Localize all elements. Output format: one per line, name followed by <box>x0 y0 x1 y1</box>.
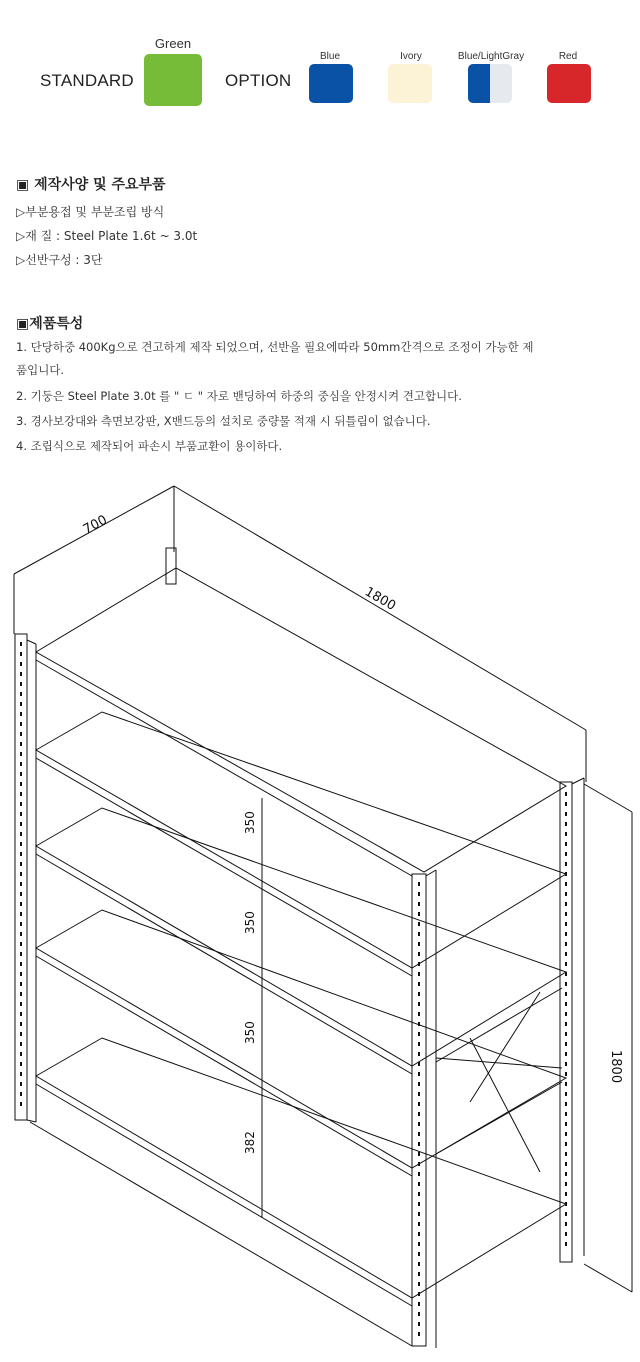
post-hole <box>20 1072 22 1076</box>
post-hole <box>418 1212 420 1216</box>
post-hole <box>418 1112 420 1116</box>
post-hole <box>418 1332 420 1336</box>
post-hole <box>20 722 22 726</box>
post-hole <box>565 1182 567 1186</box>
post-hole <box>20 912 22 916</box>
post-hole <box>418 1082 420 1086</box>
option-label: OPTION <box>225 71 292 90</box>
post-hole <box>418 922 420 926</box>
post-hole <box>20 932 22 936</box>
post-hole <box>418 942 420 946</box>
height-label: 1800 <box>608 1050 623 1084</box>
post-hole <box>565 852 567 856</box>
post-hole <box>418 1232 420 1236</box>
post-hole <box>418 1202 420 1206</box>
post-hole <box>20 862 22 866</box>
post-hole <box>418 1102 420 1106</box>
swatch-ivory-name: Ivory <box>400 51 422 62</box>
post-hole <box>20 852 22 856</box>
post-hole <box>20 962 22 966</box>
post-hole <box>565 892 567 896</box>
depth-dimension <box>14 486 174 634</box>
swatch-red-name: Red <box>558 51 578 62</box>
swatch-blue <box>309 64 353 103</box>
post-hole <box>20 752 22 756</box>
post-hole <box>565 1022 567 1026</box>
swatch-blue-lightgray <box>468 64 512 103</box>
feature-line-1: 1. 단당하중 400Kg으로 견고하게 제작 되었으며, 선반을 필요에따라 50mm간격으로 조정이 가능한 제 <box>16 340 534 354</box>
post-hole <box>418 932 420 936</box>
post-hole <box>20 772 22 776</box>
post-hole <box>20 982 22 986</box>
post-hole <box>418 962 420 966</box>
feature-line-3: 3. 경사보강대와 측면보강판, X밴드등의 설치로 중량물 적재 시 뒤틀림이 없습니다. <box>16 414 431 428</box>
post-hole <box>20 992 22 996</box>
swatch-green <box>144 54 202 106</box>
post-hole <box>565 1172 567 1176</box>
swatch-green-name: Green <box>154 36 192 51</box>
spec-title: ▣ 제작사양 및 주요부품 <box>16 177 166 193</box>
post-hole <box>20 842 22 846</box>
post-hole <box>418 1282 420 1286</box>
post-hole <box>565 1102 567 1106</box>
post-hole <box>418 1142 420 1146</box>
post-hole <box>418 1022 420 1026</box>
gap-label-1: 350 <box>243 811 257 834</box>
post-hole <box>20 742 22 746</box>
post-holes <box>20 642 567 1336</box>
feature-line-4: 4. 조립식으로 제작되어 파손시 부품교환이 용이하다. <box>16 439 283 453</box>
post-hole <box>20 692 22 696</box>
post-hole <box>565 1232 567 1236</box>
swatch-red <box>547 64 591 103</box>
post-hole <box>565 992 567 996</box>
post-hole <box>20 832 22 836</box>
post-hole <box>418 1042 420 1046</box>
post-hole <box>418 1292 420 1296</box>
post-hole <box>418 1092 420 1096</box>
post-hole <box>20 1092 22 1096</box>
post-hole <box>418 1072 420 1076</box>
height-dimension <box>584 784 632 1292</box>
post-hole <box>418 982 420 986</box>
feature-line-1-cont: 품입니다. <box>16 363 65 377</box>
post-hole <box>565 792 567 796</box>
post-hole <box>565 832 567 836</box>
post-hole <box>20 822 22 826</box>
post-hole <box>418 1302 420 1306</box>
post-hole <box>20 712 22 716</box>
post-hole <box>565 1092 567 1096</box>
shelf-drawing <box>0 482 640 1362</box>
post-hole <box>565 812 567 816</box>
shelf-levels <box>30 712 566 1346</box>
post-hole <box>20 872 22 876</box>
post-hole <box>418 1272 420 1276</box>
post-hole <box>418 902 420 906</box>
gap-label-4: 382 <box>243 1131 257 1154</box>
post-hole <box>418 1222 420 1226</box>
post-hole <box>565 882 567 886</box>
front-right-post <box>412 870 436 1348</box>
features-title: ▣제품특성 <box>16 316 84 332</box>
post-hole <box>20 902 22 906</box>
post-hole <box>565 1112 567 1116</box>
post-hole <box>20 782 22 786</box>
post-hole <box>418 1122 420 1126</box>
post-hole <box>565 1052 567 1056</box>
rear-left-post <box>166 548 176 584</box>
post-hole <box>565 1002 567 1006</box>
post-hole <box>418 1182 420 1186</box>
post-hole <box>20 732 22 736</box>
post-hole <box>565 932 567 936</box>
post-hole <box>20 762 22 766</box>
post-hole <box>20 1052 22 1056</box>
post-hole <box>565 1032 567 1036</box>
width-label: 1800 <box>362 584 399 615</box>
post-hole <box>418 972 420 976</box>
post-hole <box>565 1212 567 1216</box>
post-hole <box>20 642 22 646</box>
post-hole <box>565 1042 567 1046</box>
side-x-brace <box>436 988 562 1172</box>
post-hole <box>565 972 567 976</box>
post-hole <box>565 1152 567 1156</box>
post-hole <box>20 792 22 796</box>
post-hole <box>20 952 22 956</box>
post-hole <box>565 1222 567 1226</box>
post-hole <box>20 882 22 886</box>
post-hole <box>20 702 22 706</box>
top-shelf <box>36 568 566 876</box>
depth-label: 700 <box>80 512 110 538</box>
post-hole <box>565 902 567 906</box>
swatch-blue-half <box>468 64 490 103</box>
post-hole <box>565 922 567 926</box>
post-hole <box>20 662 22 666</box>
post-hole <box>565 872 567 876</box>
post-hole <box>418 1162 420 1166</box>
post-hole <box>565 1162 567 1166</box>
post-hole <box>20 1002 22 1006</box>
swatch-blue-name: Blue <box>319 51 340 62</box>
gap-label-2: 350 <box>243 911 257 934</box>
post-hole <box>418 1242 420 1246</box>
post-hole <box>418 1002 420 1006</box>
post-hole <box>20 1062 22 1066</box>
post-hole <box>20 682 22 686</box>
post-hole <box>418 1172 420 1176</box>
post-hole <box>20 1102 22 1106</box>
post-hole <box>20 802 22 806</box>
post-hole <box>565 1132 567 1136</box>
post-hole <box>565 982 567 986</box>
post-hole <box>20 1022 22 1026</box>
front-left-post <box>15 634 36 1122</box>
post-hole <box>565 1082 567 1086</box>
post-hole <box>418 992 420 996</box>
post-hole <box>565 1012 567 1016</box>
post-hole <box>418 1052 420 1056</box>
post-hole <box>418 892 420 896</box>
post-hole <box>565 942 567 946</box>
post-hole <box>565 1142 567 1146</box>
post-hole <box>565 1242 567 1246</box>
post-hole <box>418 1062 420 1066</box>
post-hole <box>565 1202 567 1206</box>
post-hole <box>565 1192 567 1196</box>
post-hole <box>565 1062 567 1066</box>
gap-label-3: 350 <box>243 1021 257 1044</box>
post-hole <box>20 972 22 976</box>
post-hole <box>20 892 22 896</box>
swatch-blue-lightgray-name: Blue/LightGray <box>457 51 525 62</box>
post-hole <box>418 1032 420 1036</box>
post-hole <box>20 1032 22 1036</box>
post-hole <box>418 912 420 916</box>
post-hole <box>418 1312 420 1316</box>
rear-right-post <box>560 778 584 1262</box>
spec-line-shelves: ▷선반구성 : 3단 <box>16 253 103 267</box>
post-hole <box>565 1072 567 1076</box>
post-hole <box>20 922 22 926</box>
post-hole <box>565 952 567 956</box>
width-dimension <box>174 486 586 782</box>
standard-label: STANDARD <box>40 71 134 90</box>
post-hole <box>565 842 567 846</box>
swatch-ivory <box>388 64 432 103</box>
post-hole <box>20 1012 22 1016</box>
post-hole <box>565 962 567 966</box>
post-hole <box>418 882 420 886</box>
post-hole <box>20 812 22 816</box>
post-hole <box>565 1122 567 1126</box>
post-hole <box>565 912 567 916</box>
post-hole <box>20 942 22 946</box>
post-hole <box>20 652 22 656</box>
post-hole <box>418 952 420 956</box>
post-hole <box>418 1132 420 1136</box>
post-hole <box>418 1262 420 1266</box>
post-hole <box>20 672 22 676</box>
post-hole <box>565 802 567 806</box>
post-hole <box>418 1012 420 1016</box>
spec-line-material: ▷재 질 : Steel Plate 1.6t ~ 3.0t <box>16 229 198 243</box>
post-hole <box>418 1322 420 1326</box>
post-hole <box>418 1252 420 1256</box>
post-hole <box>565 822 567 826</box>
post-hole <box>565 862 567 866</box>
spec-line-method: ▷부분용접 및 부분조립 방식 <box>16 205 165 219</box>
post-hole <box>418 1192 420 1196</box>
feature-line-2: 2. 기둥은 Steel Plate 3.0t 를 " ㄷ " 자로 밴딩하여 하중의 중심을 안정시켜 견고합니다. <box>16 389 462 403</box>
post-hole <box>20 1042 22 1046</box>
post-hole <box>418 1152 420 1156</box>
post-hole <box>20 1082 22 1086</box>
